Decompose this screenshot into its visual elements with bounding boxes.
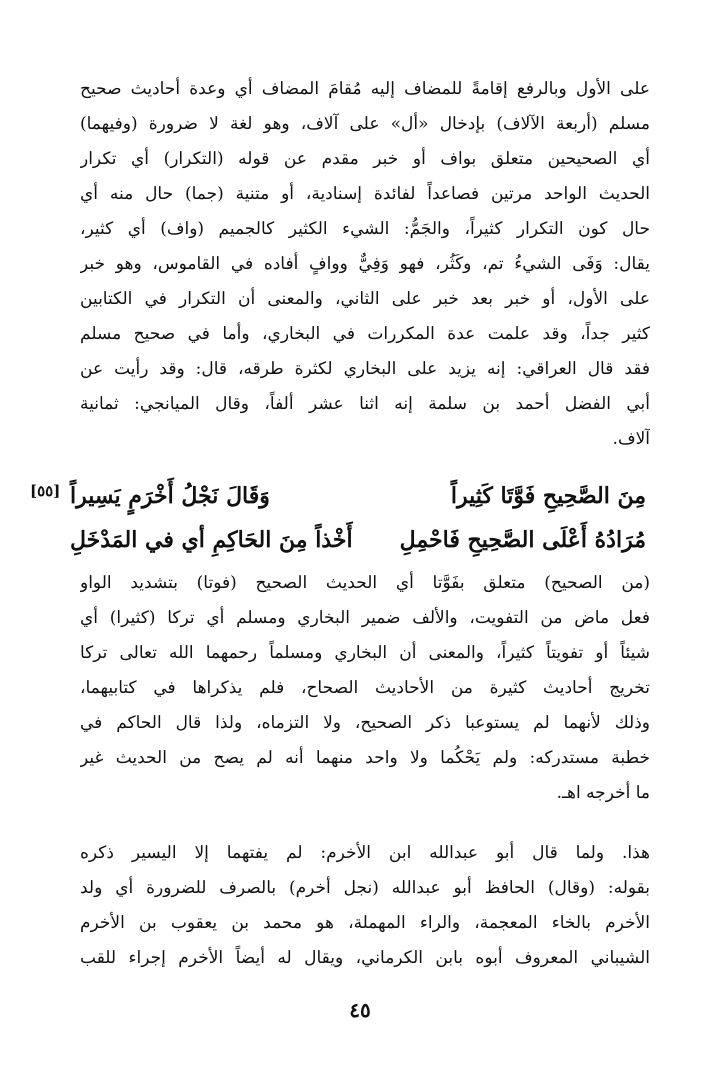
verse-hemistich: مُرَادُهُ أَعْلَى الصَّحِيحِ فَاحْمِلِ	[399, 527, 646, 553]
text-line: بقوله: (وقال) الحافظ أبو عبدالله (نجل أخرم) بالصرف للضرورة أي ولد	[80, 878, 650, 898]
text-line: مسلم (أربعة الآلاف) بإدخال «أل» على آلاف، وهو لغة لا ضرورة (وفيهما)	[80, 114, 650, 134]
text-line: فعل ماض من التفويت، والألف ضمير البخاري ومسلم أي تركا (كثيرا) أي	[80, 608, 650, 628]
text-line: فقد قال العراقي: إنه يزيد على البخاري لكثرة طرقه، قال: وقد رأيت عن	[80, 359, 650, 379]
text-line: أي الصحيحين متعلق بواف أو خبر مقدم عن قوله (التكرار) أي تكرار	[80, 149, 650, 169]
text-line: تخريج أحاديث كثيرة من الأحاديث الصحاح، فلم يذكراها في كتابيهما،	[80, 678, 650, 698]
text-line: شيئاً أو تفويتاً كثيراً، والمعنى أن البخاري ومسلماً رحمهما الله تعالى تركا	[80, 643, 650, 663]
verse-line-2	[70, 518, 646, 562]
verse-number: [٥٥]	[30, 482, 61, 500]
text-line: كثير جداً، وقد علمت عدة المكررات في البخاري، وأما في صحيح مسلم	[80, 324, 650, 344]
verse-block	[70, 474, 646, 562]
text-line: الأخرم بالخاء المعجمة، والراء المهملة، هو محمد بن يعقوب بن الأخرم	[80, 913, 650, 933]
text-line: (من الصحيح) متعلق بفَوَّتا أي الحديث الصحيح (فوتا) بتشديد الواو	[80, 573, 650, 593]
text-line: وذلك لأنهما لم يستوعبا ذكر الصحيح، ولا التزماه، ولذا قال الحاكم في	[80, 713, 650, 733]
commentary-paragraph-middle	[80, 566, 650, 811]
verse-hemistich: وَقَالَ نَجْلُ أَخْرَمٍ يَسِيراً	[70, 483, 270, 509]
text-line: يقال: وَفَى الشيءُ تم، وكَثُر، فهو وَفِيٌّ ووافٍ أفاده في القاموس، وهو خبر	[80, 254, 650, 274]
verse-line-1	[70, 474, 646, 518]
text-line: خطبة مستدركه: ولم يَحْكُما ولا واحد منهما أنه لم يصح من الحديث غير	[80, 748, 650, 768]
text-line: على الأول، أو خبر بعد خبر على الثاني، والمعنى أن التكرار في الكتابين	[80, 289, 650, 309]
text-line: حال كون التكرار كثيراً، والجَمُّ: الشيء الكثير كالجميم (واف) أي كثير،	[80, 219, 650, 239]
text-line: على الأول وبالرفع إقامةً للمضاف إليه مُقامَ المضاف أي وعدة أحاديث صحيح	[80, 79, 650, 99]
text-line: الحديث الواحد مرتين فصاعداً لفائدة إسنادية، أو متنية (جما) حال منه أي	[80, 184, 650, 204]
verse-hemistich: مِنَ الصَّحِيحِ فَوَّتَا كَثِيراً	[450, 483, 646, 509]
page-number: ٤٥	[349, 998, 371, 1022]
text-line: آلاف.	[612, 429, 650, 449]
text-line: ما أخرجه اهـ.	[556, 783, 650, 803]
commentary-paragraph-bottom	[80, 836, 650, 976]
verse-hemistich: أَخْذاً مِنَ الحَاكِمِ أي في المَدْخَلِ	[70, 527, 353, 553]
text-line: هذا. ولما قال أبو عبدالله ابن الأخرم: لم يفتهما إلا اليسير ذكره	[80, 843, 650, 863]
text-line: الشيباني المعروف أبوه بابن الكرماني، ويقال له أيضاً الأخرم إجراء للقب	[80, 948, 650, 968]
text-line: أبي الفضل أحمد بن سلمة إنه اثنا عشر ألفاً، وقال الميانجي: ثمانية	[80, 394, 650, 414]
commentary-paragraph-top	[80, 72, 650, 457]
